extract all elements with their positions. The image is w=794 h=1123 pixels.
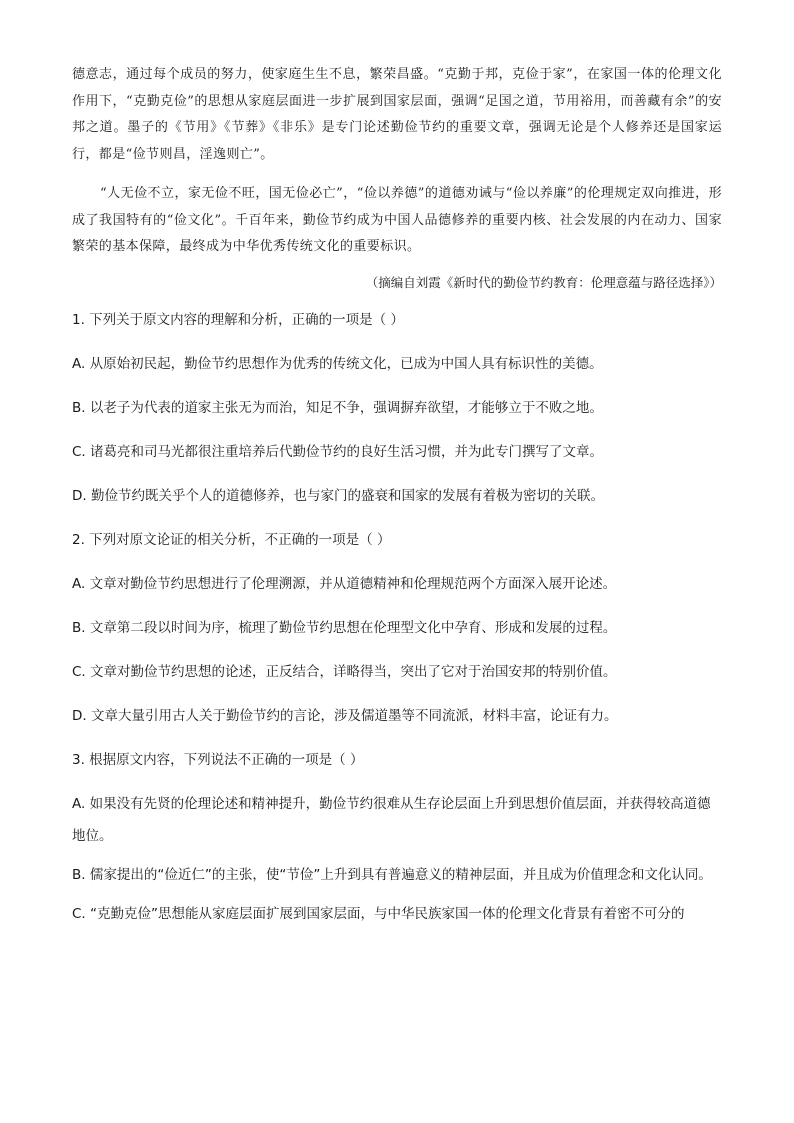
- option-b[interactable]: B. 儒家提出的“俭近仁”的主张，使“节俭”上升到具有普遍意义的精神层面，并且成为价值理念和文化认同。: [72, 866, 712, 883]
- reading-passage: [72, 62, 722, 295]
- passage-paragraph-1: 德意志，通过每个成员的努力，使家庭生生不息，繁荣昌盛。“克勤于邦，克俭于家”，在家国一体的伦理文化作用下，“克勤克俭”的思想从家庭层面进一步扩展到国家层面，强调“足国之道，节用裕用，而善藏有余”的安邦之道。墨子的《节用》《节葬》《非乐》是专门论述勤俭节约的重要文章，强调无论是个人修养还是国家运行，都是“俭节则昌，淫逸则亡”。: [72, 67, 722, 162]
- option-c[interactable]: C. 文章对勤俭节约思想的论述，正反结合，详略得当，突出了它对于治国安邦的特别价值。: [72, 663, 617, 680]
- option-c[interactable]: C. “克勤克俭”思想能从家庭层面扩展到国家层面，与中华民族家国一体的伦理文化背景有着密不可分的: [72, 905, 685, 922]
- option-a[interactable]: A. 从原始初民起，勤俭节约思想作为优秀的传统文化，已成为中国人具有标识性的美德。: [72, 355, 603, 372]
- question-1: [72, 309, 722, 507]
- question-stem: 3. 根据原文内容，下列说法不正确的一项是（ ）: [72, 751, 364, 768]
- question-3: [72, 749, 722, 925]
- option-d[interactable]: D. 文章大量引用古人关于勤俭节约的言论，涉及儒道墨等不同流派，材料丰富，论证有力。: [72, 707, 618, 724]
- option-c[interactable]: C. 诸葛亮和司马光都很注重培养后代勤俭节约的良好生活习惯，并为此专门撰写了文章。: [72, 443, 604, 460]
- option-a[interactable]: A. 文章对勤俭节约思想进行了伦理溯源，并从道德精神和伦理规范两个方面深入展开论述。: [72, 575, 617, 592]
- option-b[interactable]: B. 文章第二段以时间为序，梳理了勤俭节约思想在伦理型文化中孕育、形成和发展的过程。: [72, 619, 617, 636]
- question-stem: 2. 下列对原文论证的相关分析，不正确的一项是（ ）: [72, 531, 391, 548]
- passage-paragraph-2: “人无俭不立，家无俭不旺，国无俭必亡”，“俭以养德”的道德劝诫与“俭以养廉”的伦理规定双向推进，形成了我国特有的“俭文化”。千百年来，勤俭节约成为中国人品德修养的重要内核、社会发展的内在动力、国家繁荣的基本保障，最终成为中华优秀传统文化的重要标识。: [72, 186, 722, 254]
- option-d[interactable]: D. 勤俭节约既关乎个人的道德修养，也与家门的盛衰和国家的发展有着极为密切的关联。: [72, 487, 604, 504]
- option-a[interactable]: A. 如果没有先贤的伦理论述和精神提升，勤俭节约很难从生存论层面上升到思想价值层面，并获得较高道德地位。: [72, 795, 711, 844]
- option-b[interactable]: B. 以老子为代表的道家主张无为而治，知足不争，强调摒弃欲望，才能够立于不败之地。: [72, 399, 603, 416]
- document-page: [72, 62, 722, 947]
- question-stem: 1. 下列关于原文内容的理解和分析，正确的一项是（ ）: [72, 311, 404, 328]
- passage-source: （摘编自刘霞《新时代的勤俭节约教育：伦理意蕴与路径选择》）: [365, 274, 722, 290]
- question-2: [72, 529, 722, 727]
